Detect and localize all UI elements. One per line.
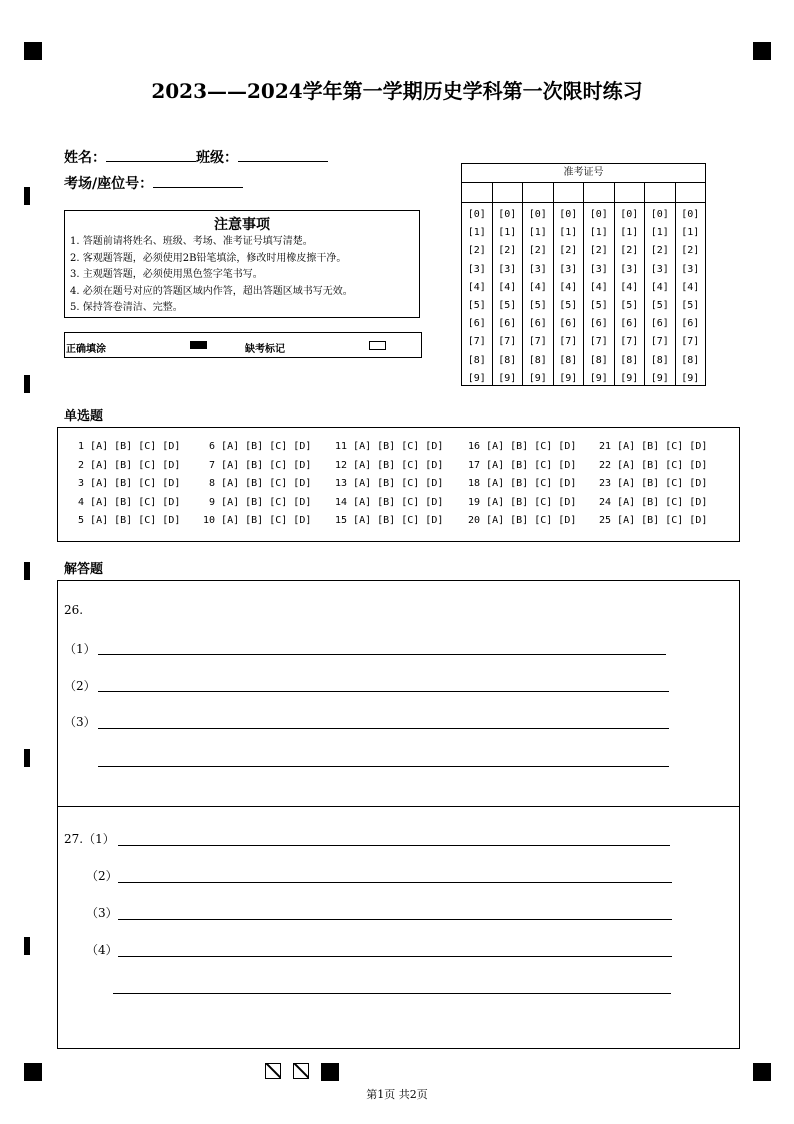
- q26-part3-answer-line[interactable]: [98, 728, 669, 729]
- ticket-digit-column[interactable]: [0] [1] [2] [3] [4] [5] [6] [7] [8] [9]: [615, 203, 646, 386]
- timing-mark: [24, 749, 30, 767]
- q26-part1-answer-line[interactable]: [98, 654, 666, 655]
- q27-part4-answer-line-2[interactable]: [113, 993, 671, 994]
- ticket-write-cell[interactable]: [554, 183, 585, 202]
- corner-mark-bottom-left: [24, 1063, 42, 1081]
- ticket-write-cell[interactable]: [462, 183, 493, 202]
- notice-item: 5. 保持答卷清洁、完整。: [70, 302, 183, 313]
- absent-mark-checkbox[interactable]: [369, 341, 386, 350]
- ticket-digit-column[interactable]: [0] [1] [2] [3] [4] [5] [6] [7] [8] [9]: [523, 203, 554, 386]
- single-choice-heading: 单选题: [64, 409, 104, 424]
- notice-item: 1. 答题前请将姓名、班级、考场、准考证号填写清楚。: [70, 236, 313, 247]
- q27-number-part1-label: 27.（1）: [64, 832, 115, 846]
- ticket-title: 准考证号: [462, 164, 705, 183]
- page-code-solid-mark: [321, 1063, 339, 1081]
- question-divider: [57, 806, 740, 807]
- single-choice-box: [57, 427, 740, 542]
- filled-mark-sample: [190, 341, 207, 349]
- name-label: 姓名：: [64, 150, 106, 166]
- name-field[interactable]: [106, 147, 196, 162]
- q27-part2-answer-line[interactable]: [118, 882, 672, 883]
- ticket-digit-column[interactable]: [0] [1] [2] [3] [4] [5] [6] [7] [8] [9]: [554, 203, 585, 386]
- q26-number: 26.: [64, 603, 84, 617]
- q26-part2-answer-line[interactable]: [98, 691, 669, 692]
- correct-fill-label: 正确填涂: [66, 344, 106, 355]
- ticket-digit-columns: [462, 203, 705, 386]
- ticket-write-cell[interactable]: [615, 183, 646, 202]
- ticket-digit-column[interactable]: [0] [1] [2] [3] [4] [5] [6] [7] [8] [9]: [584, 203, 615, 386]
- seat-field[interactable]: [153, 173, 243, 188]
- ticket-digit-column[interactable]: [0] [1] [2] [3] [4] [5] [6] [7] [8] [9]: [493, 203, 524, 386]
- ticket-write-cell[interactable]: [584, 183, 615, 202]
- corner-mark-bottom-right: [753, 1063, 771, 1081]
- ticket-write-cell[interactable]: [645, 183, 676, 202]
- q27-part2-label: （2）: [86, 869, 118, 883]
- q27-part1-answer-line[interactable]: [118, 845, 670, 846]
- timing-mark: [24, 937, 30, 955]
- ticket-digit-column[interactable]: [0] [1] [2] [3] [4] [5] [6] [7] [8] [9]: [462, 203, 493, 386]
- timing-mark: [24, 375, 30, 393]
- page-footer: 第1页 共2页: [366, 1088, 428, 1101]
- notice-item: 4. 必须在题号对应的答题区域内作答，超出答题区域书写无效。: [70, 285, 353, 297]
- notice-item: 3. 主观题答题，必须使用黑色签字笔书写。: [70, 269, 263, 280]
- ticket-write-cell[interactable]: [523, 183, 554, 202]
- corner-mark-top-right: [753, 42, 771, 60]
- timing-mark: [24, 562, 30, 580]
- class-field[interactable]: [238, 147, 328, 162]
- ticket-write-row: [462, 183, 705, 203]
- q27-part3-answer-line[interactable]: [118, 919, 672, 920]
- mcq-group-21-25[interactable]: 21 [A] [B] [C] [D] 22 [A] [B] [C] [D] 23 [A] [B] [C] [D] 24 [A] [B] [C] [D] 25 [A] [B] [C] [D]: [599, 441, 708, 526]
- q27-part4-label: （4）: [86, 943, 118, 957]
- notice-title: 注意事项: [214, 217, 270, 233]
- name-class-row: [64, 147, 328, 167]
- mcq-group-16-20[interactable]: 16 [A] [B] [C] [D] 17 [A] [B] [C] [D] 18 [A] [B] [C] [D] 19 [A] [B] [C] [D] 20 [A] [B] [C] [D]: [468, 441, 577, 526]
- answer-box: [57, 580, 740, 1049]
- ticket-write-cell[interactable]: [493, 183, 524, 202]
- page-code-hatched-mark: [293, 1063, 309, 1079]
- notice-item: 2. 客观题答题，必须使用2B铅笔填涂，修改时用橡皮擦干净。: [70, 252, 347, 264]
- q26-part1-label: （1）: [64, 642, 96, 656]
- q26-part3-answer-line-2[interactable]: [98, 766, 669, 767]
- page-title: 2023——2024学年第一学期历史学科第一次限时练习: [151, 79, 643, 103]
- fill-example-box: [64, 332, 422, 358]
- ticket-digit-column[interactable]: [0] [1] [2] [3] [4] [5] [6] [7] [8] [9]: [645, 203, 676, 386]
- seat-label: 考场/座位号：: [64, 176, 154, 192]
- ticket-write-cell[interactable]: [676, 183, 706, 202]
- seat-row: [64, 173, 243, 193]
- corner-mark-top-left: [24, 42, 42, 60]
- ticket-digit-column[interactable]: [0] [1] [2] [3] [4] [5] [6] [7] [8] [9]: [681, 209, 700, 384]
- q27-part4-answer-line[interactable]: [118, 956, 672, 957]
- q26-part3-label: （3）: [64, 715, 96, 729]
- mcq-group-1-5[interactable]: 1 [A] [B] [C] [D] 2 [A] [B] [C] [D] 3 [A] [B] [C] [D] 4 [A] [B] [C] [D] 5 [A] [B] [C] [D]: [78, 441, 181, 526]
- q27-part3-label: （3）: [86, 906, 118, 920]
- ticket-number-grid: [461, 163, 706, 386]
- class-label: 班级：: [196, 150, 238, 166]
- timing-mark: [24, 187, 30, 205]
- notice-box: [64, 210, 420, 318]
- q26-part2-label: （2）: [64, 679, 96, 693]
- mcq-group-11-15[interactable]: 11 [A] [B] [C] [D] 12 [A] [B] [C] [D] 13 [A] [B] [C] [D] 14 [A] [B] [C] [D] 15 [A] [B] [C] [D]: [335, 441, 444, 526]
- mcq-group-6-10[interactable]: 6 [A] [B] [C] [D] 7 [A] [B] [C] [D] 8 [A] [B] [C] [D] 9 [A] [B] [C] [D] 10 [A] [B] [C] [D]: [203, 441, 312, 526]
- answer-section-heading: 解答题: [64, 562, 104, 577]
- absent-mark-label: 缺考标记: [245, 344, 285, 355]
- page-code-hatched-mark: [265, 1063, 281, 1079]
